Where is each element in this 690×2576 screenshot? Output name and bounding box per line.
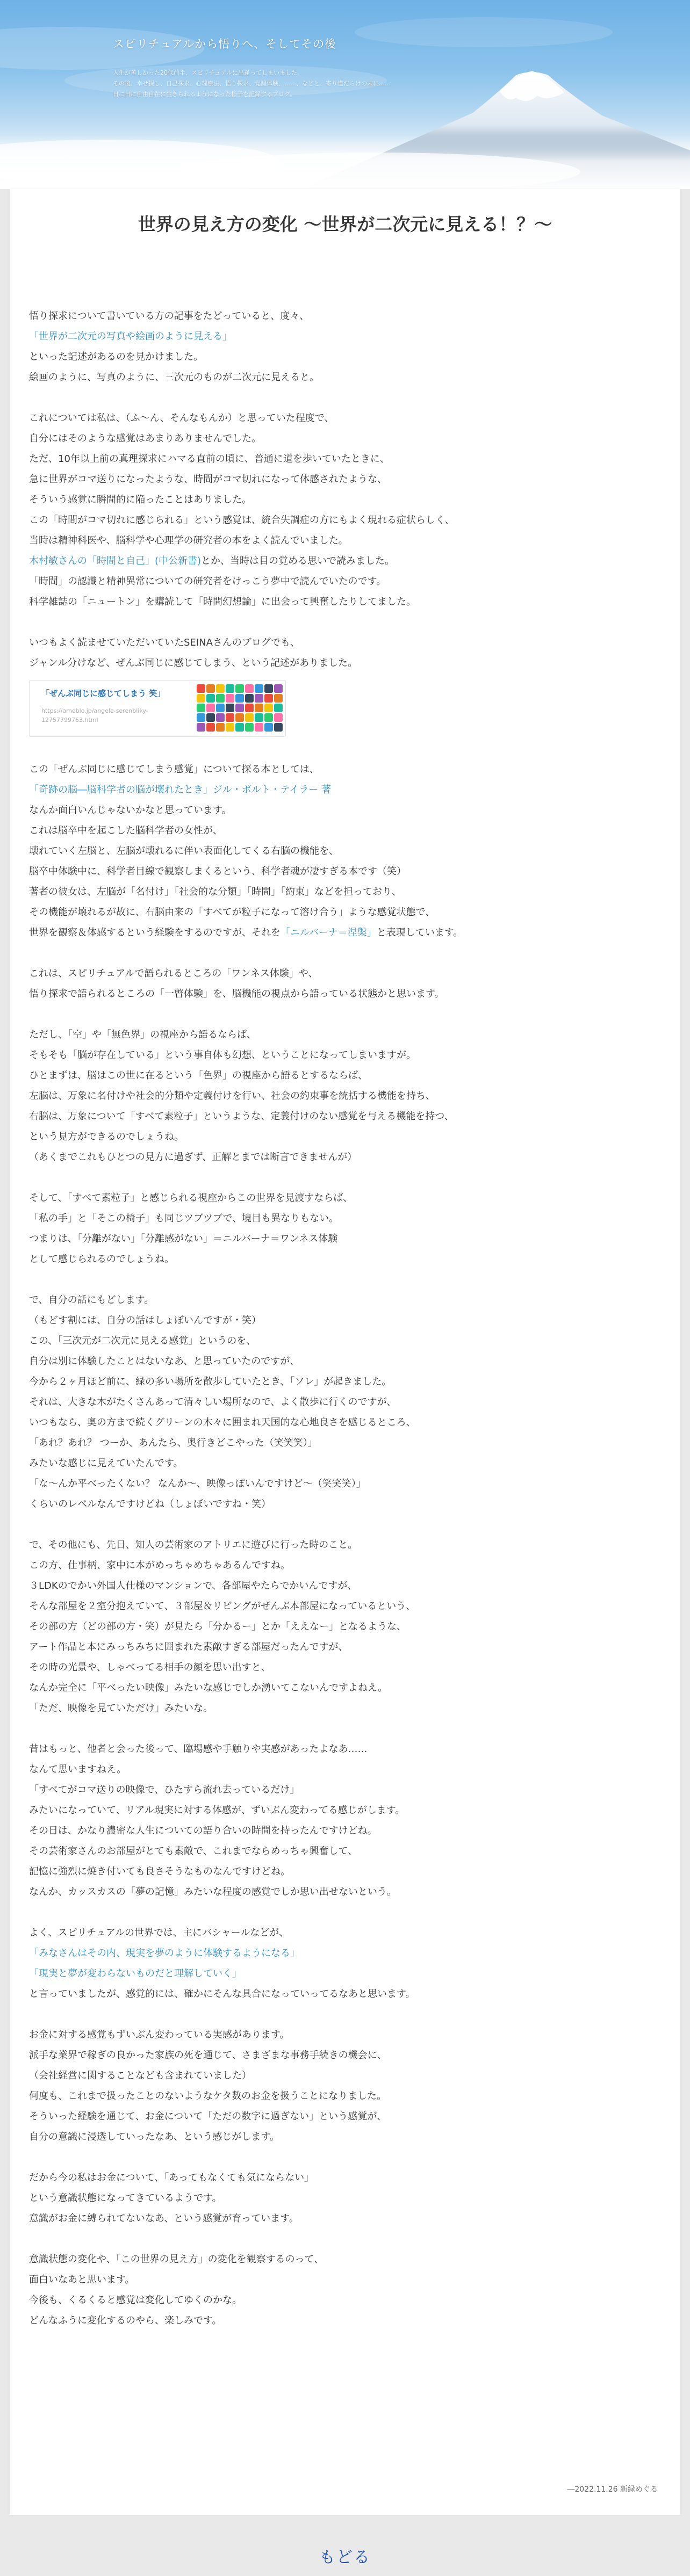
body-line	[29, 1147, 663, 1168]
post-body	[29, 306, 663, 2331]
body-line	[29, 1555, 663, 1576]
body-line	[29, 2290, 663, 2311]
site-description-line: 日に日に自由自在に生きられるようになった様子を記録するブログ。	[113, 91, 296, 98]
body-line	[29, 1841, 663, 1862]
site-title[interactable]: スピリチュアルから悟りへ、そしてその後	[113, 38, 337, 50]
paragraph-gap	[29, 388, 663, 408]
body-line	[29, 1698, 663, 1719]
body-line	[29, 2107, 663, 2127]
body-text-segment: 今後も、くるくると感覚は変化してゆくのかな。	[29, 2295, 242, 2306]
body-text-segment: 著者の彼女は、左脳が「名付け」「社会的な分類」「時間」「約束」などを担っており、	[29, 886, 401, 898]
paragraph-gap	[29, 1270, 663, 1290]
body-text-segment: 意識状態の変化や、「この世界の見え方」の変化を観察するのって、	[29, 2254, 324, 2265]
body-text-segment: これは、スピリチュアルで語られるところの「ワンネス体験」や、	[29, 968, 318, 979]
body-text-segment: 絵画のように、写真のように、三次元のものが二次元に見えると。	[29, 372, 319, 383]
body-text-segment: そういった経験を通じて、お金について「ただの数字に過ぎない」という感覚が、	[29, 2111, 387, 2122]
paragraph-gap	[29, 2147, 663, 2168]
body-line	[29, 2168, 663, 2188]
body-line	[29, 306, 663, 327]
paragraph-gap	[29, 943, 663, 964]
body-text-segment: 科学雑誌の「ニュートン」を購読して「時間幻想論」に出会って興奮したりしてました。	[29, 596, 416, 607]
body-text-segment: 「ただ、映像を見ていただけ」みたいな。	[29, 1703, 213, 1714]
body-line	[29, 882, 663, 902]
body-text-segment: 左脳は、万象に名付けや社会的分類や定義付けを行い、社会の約束事を統括する機能を持ち、	[29, 1090, 435, 1102]
body-line	[29, 1658, 663, 1678]
paragraph-gap	[29, 612, 663, 633]
body-text-segment: 記憶に強烈に焼き付いても良さそうなものなんですけどね。	[29, 1866, 290, 1877]
body-line	[29, 1249, 663, 1270]
body-line	[29, 1106, 663, 1127]
body-text-segment: よく、スピリチュアルの世界では、主にバシャールなどが、	[29, 1927, 289, 1938]
body-line	[29, 1474, 663, 1494]
back-link[interactable]: もどる	[319, 2548, 371, 2567]
body-text-segment: 「あれ？あれ？ つーか、あんたら、奥行きどこやった（笑笑笑）」	[29, 1437, 318, 1449]
body-line	[29, 1678, 663, 1698]
body-line	[29, 1311, 663, 1331]
body-text-segment: 「私の手」と「そこの椅子」も同じツブツブで、境目も異なりもない。	[29, 1213, 339, 1224]
body-text-segment: 急に世界がコマ送りになったような、時間がコマ切れになって体感されたような、	[29, 474, 387, 485]
body-text-segment: くらいのレベルなんですけどね（しょぼいですね・笑）	[29, 1499, 271, 1510]
site-header	[0, 0, 690, 189]
body-line	[29, 571, 663, 592]
body-text-segment: その時の光景や、しゃべってる相手の顔を思い出すと、	[29, 1662, 271, 1673]
body-line	[29, 367, 663, 388]
body-line	[29, 1453, 663, 1474]
body-line	[29, 1739, 663, 1760]
body-text-segment: どんなふうに変化するのやら、楽しみです。	[29, 2315, 222, 2326]
body-text-segment: いつもなら、奥の方まで続くグリーンの木々に囲まれ天国的な心地良さを感じるところ、	[29, 1417, 416, 1428]
body-line	[29, 862, 663, 882]
body-text-segment: 悟り探求で語られるところの「一瞥体験」を、脳機能の視点から語っている状態かと思います。	[29, 988, 444, 1000]
highlighted-text: 「世界が二次元の写真や絵画のように見える」	[29, 331, 232, 342]
body-text-segment: 面白いなあと思います。	[29, 2274, 135, 2285]
post-title: 世界の見え方の変化 〜世界が二次元に見える！？〜	[138, 214, 552, 235]
body-line	[29, 2127, 663, 2147]
body-text-segment: 当時は精神科医や、脳科学や心理学の研究者の本をよく読んでいました。	[29, 535, 348, 546]
body-line	[29, 964, 663, 984]
body-line	[29, 1188, 663, 1209]
article-card	[10, 189, 680, 2515]
body-text-segment: 悟り探求について書いている方の記事をたどっていると、度々、	[29, 310, 310, 322]
site-description-line: 人生が苦しかった20代前半、スピリチュアルに出逢ってしまいました。	[113, 69, 304, 76]
body-line	[29, 1984, 663, 2005]
body-text-segment: いつもよく読ませていただいていたSEINAさんのブログでも、	[29, 637, 300, 648]
body-text-segment: という意識状態になってきているようです。	[29, 2193, 222, 2204]
body-text-segment: ３LDKのでかい外国人仕様のマンションで、各部屋やたらでかいんですが、	[29, 1580, 357, 1591]
body-line	[29, 1045, 663, 1066]
link-card[interactable]	[29, 680, 286, 737]
body-line	[29, 2311, 663, 2331]
body-text-segment: 何度も、これまで扱ったことのないようなケタ数のお金を扱うことになりました。	[29, 2090, 387, 2102]
body-text-segment: として感じられるのでしょうね。	[29, 1254, 174, 1265]
body-text-segment: ただ、10年以上前の真理探求にハマる直前の頃に、普通に道を歩いていたときに、	[29, 453, 390, 465]
body-text-segment: 壊れていく左脳と、左脳が壊れるに伴い表面化してくる右脳の機能を、	[29, 845, 339, 857]
link-card-url: https://ameblo.jp/angele-serenbliky-12757799763.html	[41, 707, 148, 723]
body-text-segment: なんか面白いんじゃないかなと思っています。	[29, 805, 232, 816]
body-line	[29, 1413, 663, 1433]
body-text-segment: この方、仕事柄、家中に本がめっちゃめちゃあるんですね。	[29, 1560, 290, 1571]
body-text-segment: これについては私は、（ふ〜ん、そんなもんか）と思っていた程度で、	[29, 413, 334, 424]
body-line	[29, 1494, 663, 1515]
body-text-segment: で、その他にも、先日、知人の芸術家のアトリエに遊びに行った時のこと。	[29, 1539, 358, 1551]
body-line	[29, 1535, 663, 1555]
highlighted-text: 木村敏さんの「時間と自己」(中公新書)	[29, 555, 202, 567]
body-line	[29, 1290, 663, 1311]
body-line	[29, 1127, 663, 1147]
body-text-segment: この「時間がコマ切れに感じられる」という感覚は、統合失調症の方にもよく現れる症状らしく、	[29, 515, 455, 526]
body-text-segment: なんか完全に「平べったい映像」みたいな感じでしか湧いてこないんですよねえ。	[29, 1682, 388, 1694]
body-text-segment: なんて思いますねえ。	[29, 1764, 127, 1775]
link-card-title[interactable]: 「ぜんぶ同じに感じてしまう 笑」	[41, 689, 166, 698]
body-text-segment: そういう感覚に瞬間的に陥ったことはありました。	[29, 494, 251, 505]
body-line	[29, 2249, 663, 2270]
body-text-segment: その芸術家さんのお部屋がとても素敵で、これまでならめっちゃ興奮して、	[29, 1846, 358, 1857]
body-line	[29, 923, 663, 943]
body-line	[29, 510, 663, 531]
body-line	[29, 1923, 663, 1943]
paragraph-gap	[29, 2005, 663, 2025]
body-text-segment: ただし、「空」や「無色界」の視座から語るならば、	[29, 1029, 256, 1040]
body-text-segment: そもそも「脳が存在している」という事自体も幻想、ということになってしまいますが。	[29, 1050, 416, 1061]
body-line	[29, 469, 663, 490]
paragraph-gap	[29, 1515, 663, 1535]
body-line	[29, 1025, 663, 1045]
body-text-segment: そして、「すべて素粒子」と感じられる視座からこの世界を見渡すならば、	[29, 1192, 353, 1204]
paragraph-gap	[29, 1004, 663, 1025]
highlighted-text: 「現実と夢が変わらないものだと理解していく」	[29, 1968, 242, 1979]
body-text-segment: これは脳卒中を起こした脳科学者の女性が、	[29, 825, 222, 836]
body-line	[29, 1086, 663, 1106]
body-line	[29, 800, 663, 821]
body-line	[29, 821, 663, 841]
body-line	[29, 2025, 663, 2045]
body-line	[29, 1637, 663, 1658]
body-line	[29, 780, 663, 800]
body-line	[29, 1882, 663, 1902]
body-text-segment: （もどす割には、自分の話はしょぼいんですが・笑）	[29, 1315, 261, 1326]
body-text-segment: 意識がお金に縛られてないなあ、という感覚が育っています。	[29, 2213, 299, 2224]
highlighted-text: 「ニルバーナ＝涅槃」	[281, 927, 377, 938]
body-text-segment: とか、当時は目の覚める思いで読みました。	[201, 555, 395, 567]
body-line	[29, 653, 663, 674]
site-description	[113, 68, 392, 100]
body-text-segment: みたいになっていて、リアル現実に対する体感が、ずいぶん変わってる感じがします。	[29, 1805, 405, 1816]
body-line	[29, 1209, 663, 1229]
paragraph-gap	[29, 1719, 663, 1739]
body-text-segment: ひとまずは、脳はこの世に在るという「色界」の視座から語るとするならば、	[29, 1070, 368, 1081]
body-line	[29, 984, 663, 1004]
body-line	[29, 902, 663, 923]
body-text-segment: 派手な業界で稼ぎの良かった家族の死を通じて、さまざまな事務手続きの機会に、	[29, 2050, 387, 2061]
body-text-segment: この「ぜんぶ同じに感じてしまう感覚」について探る本としては、	[29, 764, 319, 775]
paragraph-gap	[29, 1902, 663, 1923]
body-text-segment: この、「三次元が二次元に見える感覚」というのを、	[29, 1335, 256, 1347]
body-line	[29, 1576, 663, 1596]
body-text-segment: 昔はもっと、他者と会った後って、臨場感や手触りや実感があったよなあ……	[29, 1743, 368, 1755]
body-line	[29, 1351, 663, 1372]
body-line	[29, 347, 663, 367]
body-line	[29, 449, 663, 469]
body-line	[29, 2086, 663, 2107]
body-line	[29, 1066, 663, 1086]
body-text-segment: そんな部屋を２室分抱えていて、３部屋＆リビングがぜんぶ本部屋になっているという、	[29, 1601, 416, 1612]
body-text-segment: その日は、かなり濃密な人生についての語り合いの時間を持ったんですけどね。	[29, 1825, 377, 1836]
body-text-segment: といった記述があるのを見かけました。	[29, 351, 203, 363]
body-text-segment: と表現しています。	[376, 927, 463, 938]
body-text-segment: 世界を観察＆体感するという経験をするのですが、それを	[29, 927, 281, 938]
body-text-segment: お金に対する感覚もずいぶん変わっている実感があります。	[29, 2029, 290, 2040]
highlighted-text: 「奇跡の脳―脳科学者の脳が壊れたとき」ジル・ボルト・テイラー 著	[29, 784, 332, 795]
body-line	[29, 1964, 663, 1984]
body-line	[29, 2209, 663, 2229]
body-line	[29, 2066, 663, 2086]
paragraph-gap	[29, 2229, 663, 2249]
body-line	[29, 1392, 663, 1413]
body-text-segment: その機能が壊れるが故に、右脳由来の「すべてが粒子になって溶け合う」ような感覚状態で、	[29, 907, 435, 918]
body-line	[29, 531, 663, 551]
body-line	[29, 551, 663, 571]
body-text-segment: （会社経営に関することなども含まれていました）	[29, 2070, 251, 2081]
body-line	[29, 1229, 663, 1249]
body-text-segment: なんか、カッスカスの「夢の記憶」みたいな程度の感覚でしか思い出せないという。	[29, 1886, 397, 1898]
body-text-segment: と言っていましたが、感覚的には、確かにそんな具合になっていってるなあと思います。	[29, 1988, 415, 2000]
body-line	[29, 429, 663, 449]
body-text-segment: ジャンル分けなど、ぜんぶ同じに感じてしまう、という記述がありました。	[29, 657, 358, 669]
body-text-segment: 「な〜んか平べったくない？ なんか〜、映像っぽいんですけど〜（笑笑笑）」	[29, 1478, 366, 1489]
body-line	[29, 2045, 663, 2066]
body-text-segment: 自分にはそのような感覚はあまりありませんでした。	[29, 433, 261, 444]
body-line	[29, 2270, 663, 2290]
paragraph-gap	[29, 1168, 663, 1188]
body-text-segment: で、自分の話にもどします。	[29, 1294, 154, 1306]
body-text-segment: それは、大きな木がたくさんあって清々しい場所なので、よく散歩に行くのですが、	[29, 1396, 397, 1408]
site-description-line: その後、幸せ探し、自己探求、心理療法、悟り探求、覚醒体験、……、などと、寄り道だらけの末に……	[113, 80, 391, 87]
body-line	[29, 1331, 663, 1351]
body-line	[29, 490, 663, 510]
body-text-segment: 右脳は、万象について「すべて素粒子」というような、定義付けのない感覚を与える機能を持つ、	[29, 1111, 454, 1122]
body-line	[29, 1617, 663, 1637]
body-text-segment: 今から２ヶ月ほど前に、緑の多い場所を散歩していたとき、「ソレ」が起きました。	[29, 1376, 392, 1387]
body-text-segment: 自分の意識に浸透していったなあ、という感じがします。	[29, 2131, 279, 2143]
body-line	[29, 1780, 663, 1800]
body-line	[29, 1862, 663, 1882]
body-text-segment: 自分は別に体験したことはないなあ、と思っていたのですが、	[29, 1356, 300, 1367]
body-line	[29, 1943, 663, 1964]
body-line	[29, 841, 663, 862]
body-line	[29, 1760, 663, 1780]
body-line	[29, 1433, 663, 1453]
body-line	[29, 1596, 663, 1617]
body-line	[29, 1372, 663, 1392]
body-line	[29, 2188, 663, 2209]
body-line	[29, 633, 663, 653]
post-signature: ―2022.11.26 新緑めぐる	[567, 2485, 658, 2494]
body-text-segment: だから今の私はお金について、「あってもなくても気にならない」	[29, 2172, 314, 2183]
body-line	[29, 1821, 663, 1841]
body-line	[29, 1800, 663, 1821]
body-text-segment: その部の方（どの部の方・笑）が見たら「分かるー」とか「ええなー」となるような、	[29, 1621, 406, 1632]
body-text-segment: という見方ができるのでしょうね。	[29, 1131, 184, 1142]
body-text-segment: アート作品と本にみっちみちに囲まれた素敵すぎる部屋だったんですが、	[29, 1641, 348, 1653]
body-line	[29, 327, 663, 347]
body-text-segment: つまりは、「分離がない」「分離感がない」＝ニルバーナ＝ワンネス体験	[29, 1233, 338, 1244]
puzzle-pieces-thumbnail-icon	[196, 684, 284, 733]
body-text-segment: みたいな感じに見えていたんです。	[29, 1458, 183, 1469]
body-line	[29, 592, 663, 612]
body-text-segment: 「時間」の認識と精神異常についての研究者をけっこう夢中で読んでいたのです。	[29, 576, 386, 587]
body-text-segment: 「すべてがコマ送りの映像で、ひたすら流れ去っているだけ」	[29, 1784, 300, 1796]
body-text-segment: 脳卒中体験中に、科学者目線で観察しまくるという、科学者魂が凄すぎる本です（笑）	[29, 866, 406, 877]
body-line	[29, 408, 663, 429]
body-text-segment: （あくまでこれもひとつの見方に過ぎず、正解とまでは断言できませんが）	[29, 1152, 357, 1163]
body-line	[29, 759, 663, 780]
highlighted-text: 「みなさんはその内、現実を夢のように体験するようになる」	[29, 1948, 300, 1959]
